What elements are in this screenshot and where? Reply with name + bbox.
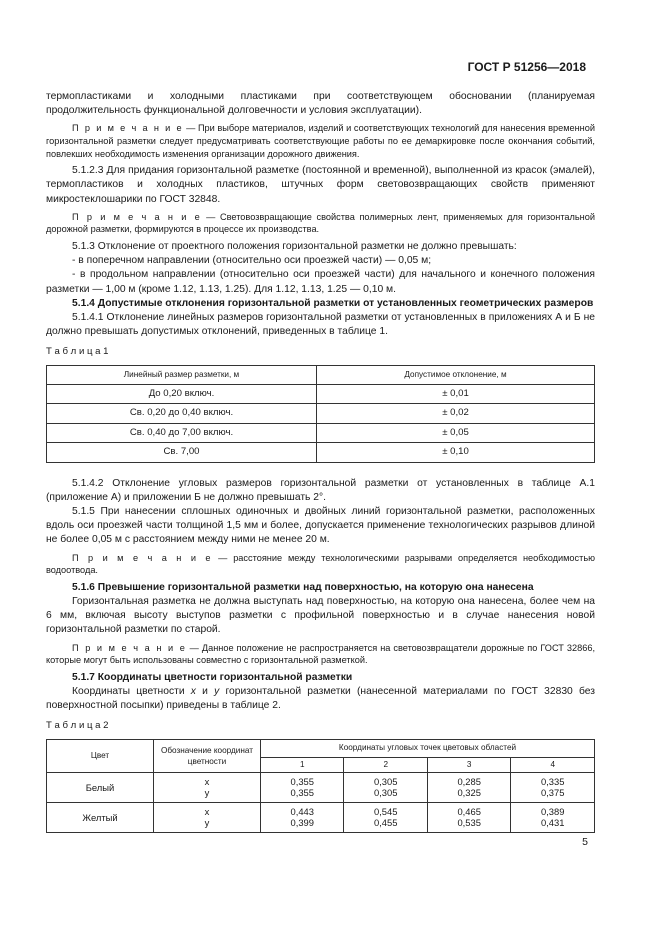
table-row [47,443,595,463]
table2-header-group: Координаты угловых точек цветовых областей [261,739,595,757]
table1-caption: Т а б л и ц а 1 [46,346,109,358]
paragraph-5-1-7 [46,685,595,713]
table-cell: 0,305 0,305 [344,772,427,802]
table2-header-point: 1 [261,757,344,772]
table-row [47,404,595,424]
table-cell: ± 0,01 [317,384,595,404]
table-row [47,384,595,404]
table-1 [46,365,595,463]
table-cell: Св. 0,40 до 7,00 включ. [47,423,317,443]
list-item: - в продольном направлении (относительно оси проезжей части) для начального и конечного положения разметки — 1,00 м (кроме 1.12, 1.13, 1.25). Для 1.12, 1.13, 1.25 — 0,10 м. [46,269,595,295]
table-cell: 0,465 0,535 [427,802,510,832]
table-cell: 0,335 0,375 [511,772,595,802]
table-cell: 0,389 0,431 [511,802,595,832]
text-run: y [214,686,220,698]
text-run: Координаты цветности [72,686,191,698]
table2-caption: Т а б л и ц а 2 [46,720,109,732]
paragraph-5-1-4-1: 5.1.4.1 Отклонение линейных размеров горизонтальной разметки от установленных в приложениях А и Б не должно превышать допустимых отклонений, приведенных в таблице 1. [46,312,595,338]
paragraph-5-1-6: Горизонтальная разметка не должна выступать над поверхностью, на которую она нанесена, более чем на 6 мм, включая высоту выступов разметки с профильной поверхностью и в случае нанесения новой горизонтальной разметки по старой. [46,596,595,636]
table-cell: 0,285 0,325 [427,772,510,802]
table-row [47,423,595,443]
note [46,642,595,667]
paragraph-5-1-4-2: 5.1.4.2 Отклонение угловых размеров горизонтальной разметки от установленных в таблице А.1 (приложение А) и приложении Б не должно превышать 2°. [46,477,595,503]
note-text: — расстояние между технологическими разрывами определяется необходимостью водоотвода. [46,552,595,576]
section-heading-5-1-4: 5.1.4 Допустимые отклонения горизонтальной разметки от установленных геометрических размеров [72,297,594,309]
page-number: 5 [582,836,588,848]
text-run: горизонтальной разметки (нанесенной материалами по ГОСТ 32830 без поверхностной посыпки) приведены в таблице 2. [46,686,595,712]
table2-header-coord: Обозначение координат цветности [154,739,261,772]
document-id: ГОСТ Р 51256—2018 [467,60,586,74]
table-row [47,802,595,832]
table2-header-point: 4 [511,757,595,772]
paragraph-5-1-5: 5.1.5 При нанесении сплошных одиночных и двойных линий горизонтальной разметки, расположенных вдоль оси проезжей части толщиной 1,5 мм и более, допускается применение технологических разрывов длиной не более 0,05 м с расстоянием между ними не менее 20 м. [46,506,595,546]
note [46,211,595,236]
note-label: П р и м е ч а н и е [72,211,202,222]
table-cell: До 0,20 включ. [47,384,317,404]
table-cell: Белый [47,772,154,802]
table1-header: Допустимое отклонение, м [317,365,595,384]
table-cell: Св. 0,20 до 0,40 включ. [47,404,317,424]
paragraph-5-1-2-3: 5.1.2.3 Для придания горизонтальной разметке (постоянной и временной), выполненной из красок (эмалей), термопластиков и холодных пластиков, штучных форм световозвращающих свойств применяют микростеклошарики по ГОСТ 32848. [46,165,595,205]
document-body [46,90,595,833]
table-cell: Св. 7,00 [47,443,317,463]
paragraph-5-1-3: 5.1.3 Отклонение от проектного положения горизонтальной разметки не должно превышать: [72,240,517,252]
table-cell: ± 0,10 [317,443,595,463]
text-run: x [190,686,196,698]
table-2 [46,739,595,833]
list-item: - в поперечном направлении (относительно оси проезжей части) — 0,05 м; [72,255,432,267]
note-text: — Световозвращающие свойства полимерных лент, применяемых для горизонтальной дорожной разметки, формируются в процессе их производства. [46,211,595,235]
note-label: П р и м е ч а н и е [72,642,187,653]
table-cell: x y [154,802,261,832]
note [46,552,595,577]
table-cell: x y [154,772,261,802]
table-cell: ± 0,05 [317,423,595,443]
table2-header-color: Цвет [47,739,154,772]
table1-header: Линейный размер разметки, м [47,365,317,384]
table-cell: 0,443 0,399 [261,802,344,832]
note-label: П р и м е ч а н и е [72,552,213,563]
text-run: и [195,686,215,698]
table-cell: Желтый [47,802,154,832]
table-cell: ± 0,02 [317,404,595,424]
table2-header-point: 2 [344,757,427,772]
paragraph: термопластиками и холодными пластиками при соответствующем обосновании (планируемая продолжительность функциональной долговечности и условия эксплуатации). [46,91,595,117]
section-heading-5-1-6: 5.1.6 Превышение горизонтальной разметки над поверхностью, на которую она нанесена [72,581,534,593]
note-text: — При выборе материалов, изделий и соответствующих технологий для нанесения временной горизонтальной разметки следует предусматривать соответствующие работы по ее демаркировке после окончания событий, повлекших необходимость изменения организации дорожного движения. [46,123,596,159]
section-heading-5-1-7: 5.1.7 Координаты цветности горизонтальной разметки [72,671,353,683]
table-cell: 0,355 0,355 [261,772,344,802]
note-text: — Данное положение не распространяется на световозвращатели дорожные по ГОСТ 32866, которые могут быть использованы совместно с горизонтальной разметкой. [46,642,595,666]
table-row [47,772,595,802]
note [46,122,595,160]
table-cell: 0,545 0,455 [344,802,427,832]
note-label: П р и м е ч а н и е [72,123,184,134]
table2-header-point: 3 [427,757,510,772]
